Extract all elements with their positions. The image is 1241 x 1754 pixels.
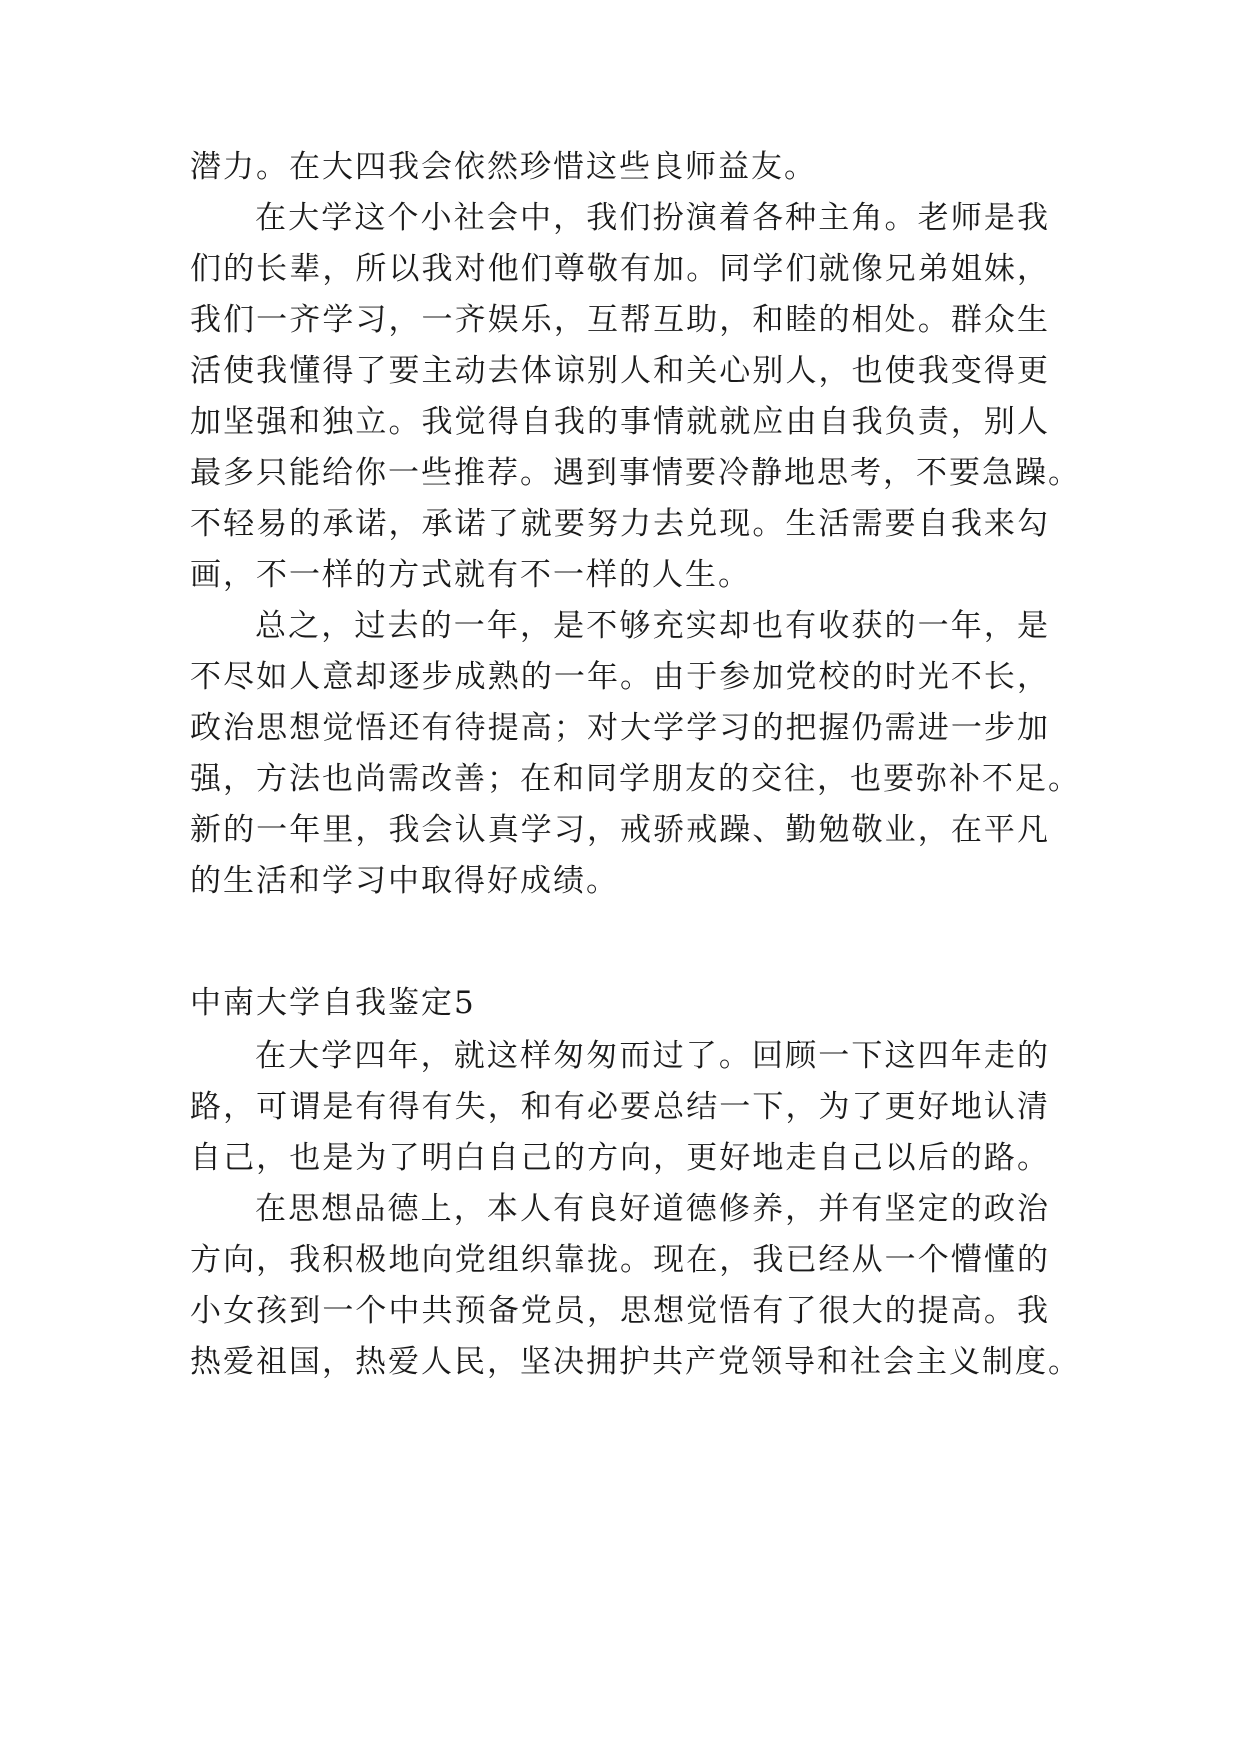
text-line: 方向，我积极地向党组织靠拢。现在，我已经从一个懵懂的 — [190, 1242, 1050, 1278]
text-line: 在大学这个小社会中，我们扮演着各种主角。老师是我 — [255, 200, 1050, 236]
text-line: 的生活和学习中取得好成绩。 — [190, 863, 619, 899]
section-heading: 中南大学自我鉴定5 — [190, 985, 476, 1021]
text-line: 总之，过去的一年，是不够充实却也有收获的一年，是 — [255, 608, 1050, 644]
text-line: 活使我懂得了要主动去体谅别人和关心别人，也使我变得更 — [190, 353, 1050, 389]
text-line: 小女孩到一个中共预备党员，思想觉悟有了很大的提高。我 — [190, 1293, 1050, 1329]
text-line: 强，方法也尚需改善；在和同学朋友的交往，也要弥补不足。 — [190, 761, 1081, 797]
text-line: 画，不一样的方式就有不一样的人生。 — [190, 557, 751, 593]
text-line: 最多只能给你一些推荐。遇到事情要冷静地思考，不要急躁。 — [190, 455, 1081, 491]
text-line: 路，可谓是有得有失，和有必要总结一下，为了更好地认清 — [190, 1089, 1050, 1125]
text-line: 新的一年里，我会认真学习，戒骄戒躁、勤勉敬业，在平凡 — [190, 812, 1050, 848]
text-line: 不轻易的承诺，承诺了就要努力去兑现。生活需要自我来勾 — [190, 506, 1050, 542]
text-line: 在大学四年，就这样匆匆而过了。回顾一下这四年走的 — [255, 1038, 1050, 1074]
text-line: 政治思想觉悟还有待提高；对大学学习的把握仍需进一步加 — [190, 710, 1050, 746]
text-line: 自己，也是为了明白自己的方向，更好地走自己以后的路。 — [190, 1140, 1050, 1176]
text-line: 在思想品德上，本人有良好道德修养，并有坚定的政治 — [255, 1191, 1050, 1227]
text-line: 热爱祖国，热爱人民，坚决拥护共产党领导和社会主义制度。 — [190, 1344, 1081, 1380]
text-line: 我们一齐学习，一齐娱乐，互帮互助，和睦的相处。群众生 — [190, 302, 1050, 338]
text-line: 们的长辈，所以我对他们尊敬有加。同学们就像兄弟姐妹， — [190, 251, 1050, 287]
text-line: 不尽如人意却逐步成熟的一年。由于参加党校的时光不长， — [190, 659, 1050, 695]
text-line: 潜力。在大四我会依然珍惜这些良师益友。 — [190, 149, 817, 185]
text-line: 加坚强和独立。我觉得自我的事情就就应由自我负责，别人 — [190, 404, 1050, 440]
